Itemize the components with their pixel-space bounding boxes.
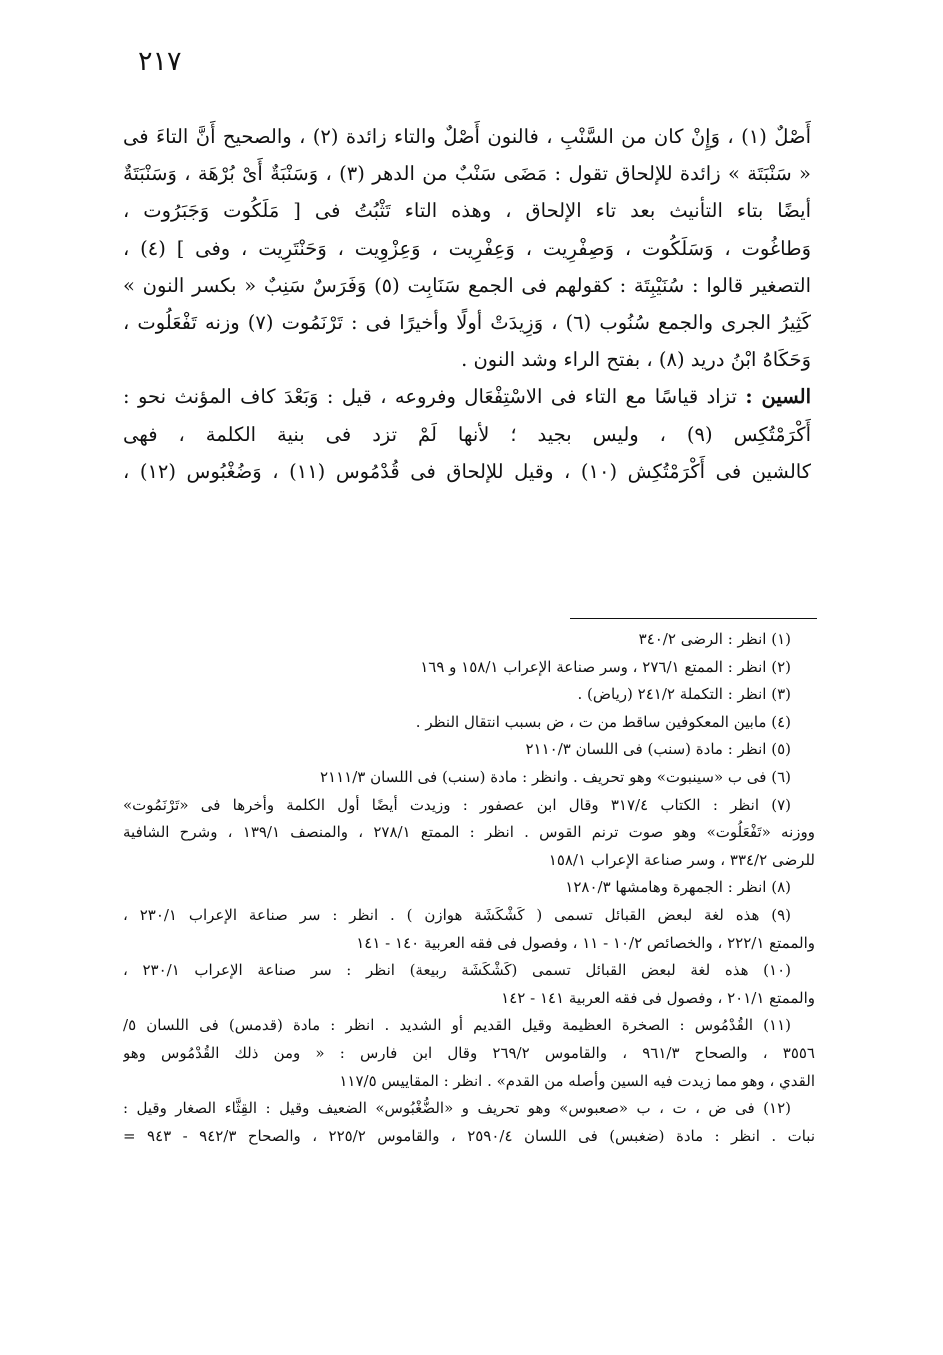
footnote-line: القدي ، وهو مما زيدت فيه السين وأصله من القدم» . انظر : المقاييس ١١٧/٥: [339, 1071, 815, 1090]
body-line-text: تزاد قياسًا مع التاء فى الاسْتِفْعَال وفروعه ، قيل : وَبَعْدَ كاف المؤنث نحو :: [123, 385, 737, 409]
footnote-line: (٣) انظر : التكملة ٢٤١/٢ (رياض) .: [577, 685, 791, 704]
footnote-line: (٩) هذه لغة لبعض القبائل تسمى ( كَشْكَشَة هوازن ) . انظر : سر صناعة الإعراب ٢٣٠/١ ،: [123, 905, 792, 924]
footnote-line: (١٢) فى ض ، ت ، ب «صعبوس» وهو تحريف و «الضُّغْبُوس» الضعيف وقيل : القِثَّاء الصغار وقيل :: [123, 1099, 791, 1118]
footnote-line: (١٠) هذه لغة لبعض القبائل تسمى (كَشْكَشَة ربيعة) انظر : سر صناعة الإعراب ٢٣٠/١ ،: [123, 961, 791, 980]
footnote-line: (٢) انظر : الممتع ٢٧٦/١ ، وسر صناعة الإعراب ١٥٨/١ و ١٦٩: [420, 657, 791, 676]
footnote-line: (٤) مابين المعكوفين ساقط من ت ، ض بسبب انتقال النظر .: [415, 712, 791, 731]
section-label-sin: السين :: [745, 385, 811, 409]
footnote-line: للرضى ٣٣٤/٢ ، وسر صناعة الإعراب ١٥٨/١: [548, 850, 815, 869]
footnote-line: (٧) انظر : الكتاب ٣١٧/٤ وقال ابن عصفور : وزيدت أيضًا أول الكلمة وأخرها فى «تَرْنَمُوت»: [123, 795, 791, 814]
body-line-with-heading: [123, 378, 811, 415]
body-line: وَحَكَاهُ ابْنُ دريد (٨) ، بفتح الراء وشد النون .: [461, 348, 811, 372]
body-line: كالشين فى أَكْرَمْتُكِش (١٠) ، وقيل للإلحاق فى قُدْمُوس (١١) ، وَضُغْبُوس (١٢) ،: [123, 459, 811, 483]
footnote-line: ووزنه «تَفْعَلُوت» وهو صوت ترنم القوس . انظر : الممتع ٢٧٨/١ ، والمنصف ١٣٩/١ ، وشرح الشافية: [123, 823, 815, 842]
body-line: وَطاغُوت ، وَسَلَكُوت ، وَصِفْرِيت ، وَعِفْرِيت ، وَعِزْوِيت ، وَحَنْتَرِيت ، وفى ] (٤) ،: [123, 236, 811, 260]
main-text: [123, 118, 811, 490]
body-line: أَكْرَمْتُكِس (٩) ، وليس بجيد ؛ لأنها لَمْ تزد فى بنية الكلمة ، فهى: [123, 422, 811, 446]
body-line: « سَنْبَتَة » زائدة للإلحاق تقول : مَضَى سَنْبٌ من الدهر (٣) ، وَسَنْبَةٌ أَىْ بُرْهَة ، وَسَنْبَتَةٌ: [123, 162, 811, 186]
footnote-line: (١١) القُدْمُوس : الصخرة العظيمة وقيل القديم أو الشديد . انظر : مادة (قدمس) فى اللسان ٥/: [123, 1016, 791, 1035]
footnote-separator: [570, 618, 817, 619]
footnote-line: والممتع ٢٠١/١ ، وفصول فى فقه العربية ١٤١ - ١٤٢: [501, 988, 815, 1007]
page-number: ٢١٧: [138, 46, 182, 77]
body-line: التصغير قالوا : سُنَيْبِتَة : كقولهم فى الجمع سَنَابِت (٥) وَفَرَسٌ سَنِبٌ « بكسر النون »: [123, 273, 811, 297]
footnote-line: (٦) فى ب «سينبوت» وهو تحريف . وانظر : مادة (سنب) فى اللسان ٢١١١/٣: [319, 767, 791, 786]
body-line: أيضًا بتاء التأنيث بعد تاء الإلحاق ، وهذه التاء تَثْبُتُ فى [ مَلَكُوت وَجَبَرُوت ،: [123, 199, 811, 223]
footnote-line: والممتع ٢٢٢/١ ، والخصائص ١٠/٢ - ١١ ، وفصول فى فقه العربية ١٤٠ - ١٤١: [356, 933, 815, 952]
footnote-line: (٨) انظر : الجمهرة وهامشها ١٢٨٠/٣: [565, 878, 791, 897]
body-line: كَثِيرُ الجرى والجمع سُنُوب (٦) ، وَزِيدَتْ أولًا وأخيرًا فى : تَرْنَمُوت (٧) وزنه تَفْعَلُوت ،: [123, 310, 811, 334]
body-line: أَصْلٌ (١) ، وَإِنْ كان من السَّنْبِ ، فالنون أَصْلٌ والتاء زائدة (٢) ، والصحيح أَنَّ التاءَ فى: [123, 125, 811, 148]
footnote-line: ٣٥٥٦ ، والصحاح ٩٦١/٣ ، والقاموس ٢٦٩/٢ وقال ابن فارس : « ومن ذلك القُدْمُوس وهو: [123, 1043, 815, 1062]
footnote-line: نبات . انظر : مادة (ضغبس) فى اللسان ٢٥٩٠/٤ ، والقاموس ٢٢٥/٢ ، والصحاح ٩٤٢/٣ - ٩٤٣ =: [123, 1126, 815, 1145]
footnote-line: (٥) انظر : مادة (سنب) فى اللسان ٢١١٠/٣: [525, 740, 791, 759]
footnotes: [123, 626, 815, 1150]
footnote-line: (١) انظر : الرضى ٣٤٠/٢: [638, 630, 791, 648]
